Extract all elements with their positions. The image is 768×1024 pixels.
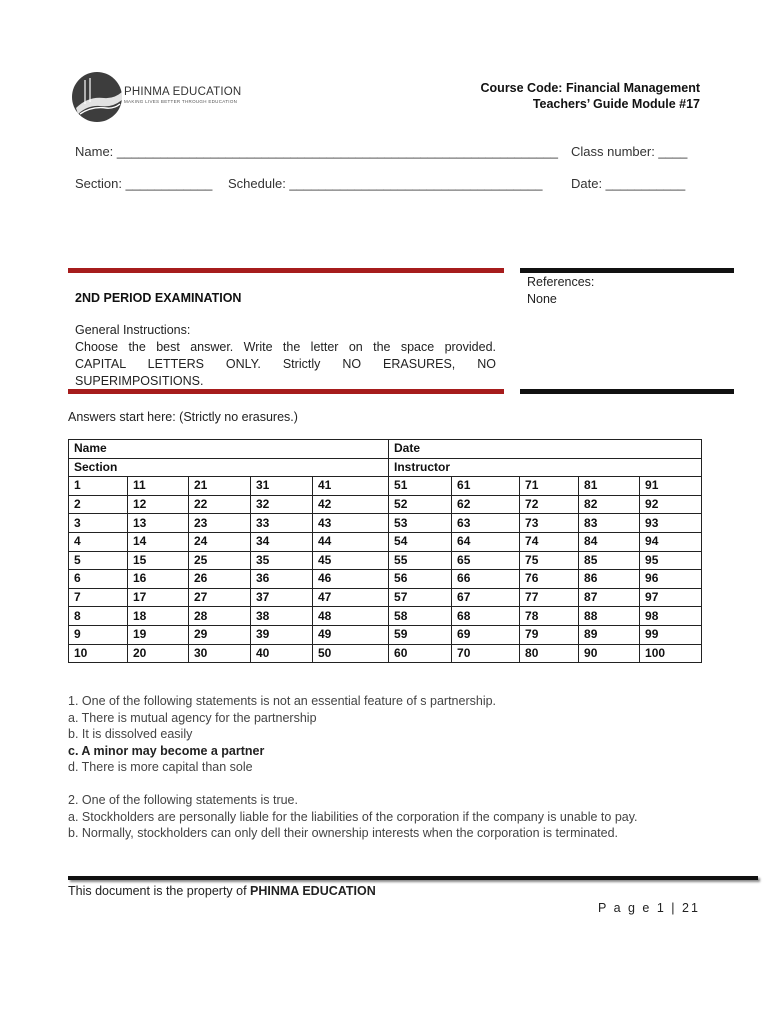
answer-cell[interactable]: 6 (69, 570, 128, 589)
question-stem: 2. One of the following statements is true. (68, 793, 298, 807)
answer-cell[interactable]: 96 (640, 570, 702, 589)
answer-cell[interactable]: 50 (313, 644, 389, 663)
option-a: a. There is mutual agency for the partnership (68, 710, 317, 725)
property-owner: PHINMA EDUCATION (250, 884, 376, 898)
answer-cell[interactable]: 36 (251, 570, 313, 589)
answer-cell[interactable]: 21 (189, 477, 251, 496)
references (527, 274, 594, 308)
references-bottom-bar (520, 389, 734, 394)
logo-tagline: MAKING LIVES BETTER THROUGH EDUCATION (124, 99, 238, 104)
answer-cell[interactable]: 100 (640, 644, 702, 663)
answer-cell[interactable]: 37 (251, 588, 313, 607)
answer-cell[interactable]: 75 (520, 551, 579, 570)
table-row (69, 458, 702, 477)
answer-cell[interactable]: 10 (69, 644, 128, 663)
section-field[interactable]: Section: ____________ (75, 176, 213, 191)
option-d: d. There is more capital than sole (68, 760, 253, 774)
answer-cell[interactable]: 82 (579, 495, 640, 514)
answer-cell[interactable]: 93 (640, 514, 702, 533)
header-course-info (481, 80, 700, 112)
footer-divider (68, 876, 758, 880)
date-field[interactable]: Date: ___________ (571, 176, 686, 191)
answer-cell[interactable]: 98 (640, 607, 702, 626)
table-row (69, 588, 702, 607)
answer-cell[interactable]: 33 (251, 514, 313, 533)
answer-cell[interactable]: 87 (579, 588, 640, 607)
references-label: References: (527, 275, 595, 289)
answer-cell[interactable]: 51 (389, 477, 452, 496)
answer-cell[interactable]: 99 (640, 625, 702, 644)
answer-cell[interactable]: 65 (452, 551, 520, 570)
answer-cell[interactable]: 83 (579, 514, 640, 533)
answer-cell[interactable]: 60 (389, 644, 452, 663)
answer-cell[interactable]: 44 (313, 532, 389, 551)
answer-cell[interactable]: 1 (69, 477, 128, 496)
instructor-cell[interactable]: Instructor (389, 458, 702, 477)
answer-cell[interactable]: 13 (128, 514, 189, 533)
answer-cell[interactable]: 5 (69, 551, 128, 570)
class-number-field[interactable]: Class number: ____ (571, 144, 688, 159)
answer-cell[interactable]: 32 (251, 495, 313, 514)
option-a: a. Stockholders are personally liable for the liabilities of the corporation if the company is unable to pay. (68, 809, 638, 824)
answer-cell[interactable]: 68 (452, 607, 520, 626)
answer-cell[interactable]: 54 (389, 532, 452, 551)
answer-cell[interactable]: 91 (640, 477, 702, 496)
answer-rows (69, 477, 702, 663)
answer-cell[interactable]: 90 (579, 644, 640, 663)
exam-title: 2ND PERIOD EXAMINATION (75, 291, 242, 305)
answer-cell[interactable]: 42 (313, 495, 389, 514)
answer-cell[interactable]: 77 (520, 588, 579, 607)
answer-cell[interactable]: 34 (251, 532, 313, 551)
course-code: Course Code: Financial Management (480, 81, 700, 95)
answer-cell[interactable]: 81 (579, 477, 640, 496)
answer-cell[interactable]: 35 (251, 551, 313, 570)
answer-cell[interactable]: 64 (452, 532, 520, 551)
answer-cell[interactable]: 27 (189, 588, 251, 607)
answer-cell[interactable]: 58 (389, 607, 452, 626)
module-title: Teachers’ Guide Module #17 (532, 97, 700, 111)
answer-cell[interactable]: 45 (313, 551, 389, 570)
table-row (69, 440, 702, 459)
answer-cell[interactable]: 11 (128, 477, 189, 496)
exam-top-bar (68, 268, 504, 273)
answer-cell[interactable]: 55 (389, 551, 452, 570)
answer-cell[interactable]: 92 (640, 495, 702, 514)
page-number: P a g e 1 | 21 (598, 901, 700, 915)
table-row (69, 477, 702, 496)
question-1 (68, 693, 718, 776)
answer-cell[interactable]: 19 (128, 625, 189, 644)
name-field[interactable]: Name: _____________________________________________________________ (75, 144, 558, 159)
answer-cell[interactable]: 4 (69, 532, 128, 551)
table-row (69, 644, 702, 663)
instructions-line: CAPITAL LETTERS ONLY. Strictly NO ERASURES, NO (75, 357, 496, 371)
answer-cell[interactable]: 79 (520, 625, 579, 644)
answer-cell[interactable]: 8 (69, 607, 128, 626)
answer-cell[interactable]: 53 (389, 514, 452, 533)
option-b: b. Normally, stockholders can only dell their ownership interests when the corporation is terminated. (68, 826, 619, 840)
option-c: c. A minor may become a partner (68, 743, 265, 758)
answer-cell[interactable]: 80 (520, 644, 579, 663)
answer-cell[interactable]: 25 (189, 551, 251, 570)
answer-cell[interactable]: 24 (189, 532, 251, 551)
table-row (69, 495, 702, 514)
table-row (69, 607, 702, 626)
answer-cell[interactable]: 43 (313, 514, 389, 533)
answer-cell[interactable]: 69 (452, 625, 520, 644)
answer-cell[interactable]: 67 (452, 588, 520, 607)
answer-cell[interactable]: 41 (313, 477, 389, 496)
answer-cell[interactable]: 14 (128, 532, 189, 551)
answer-cell[interactable]: 72 (520, 495, 579, 514)
references-value: None (527, 292, 557, 306)
answer-cell[interactable]: 70 (452, 644, 520, 663)
table-row (69, 532, 702, 551)
answer-cell[interactable]: 73 (520, 514, 579, 533)
answer-cell[interactable]: 29 (189, 625, 251, 644)
instructions-line: Choose the best answer. Write the letter on the space provided. (75, 340, 496, 354)
answer-cell[interactable]: 76 (520, 570, 579, 589)
answer-cell[interactable]: 84 (579, 532, 640, 551)
answer-cell[interactable]: 89 (579, 625, 640, 644)
option-b: b. It is dissolved easily (68, 727, 193, 741)
schedule-field[interactable]: Schedule: ___________________________________ (228, 176, 543, 191)
phinma-logo-icon (70, 70, 126, 126)
answer-cell[interactable]: 12 (128, 495, 189, 514)
answer-cell[interactable]: 40 (251, 644, 313, 663)
answer-cell[interactable]: 66 (452, 570, 520, 589)
answer-cell[interactable]: 7 (69, 588, 128, 607)
answer-cell[interactable]: 97 (640, 588, 702, 607)
answer-cell[interactable]: 38 (251, 607, 313, 626)
answer-cell[interactable]: 18 (128, 607, 189, 626)
references-top-bar (520, 268, 734, 273)
answer-cell[interactable]: 2 (69, 495, 128, 514)
question-2 (68, 792, 718, 842)
answers-note: Answers start here: (Strictly no erasures.) (68, 410, 298, 424)
instructions-heading: General Instructions: (75, 323, 191, 337)
answer-cell[interactable]: 15 (128, 551, 189, 570)
answer-cell[interactable]: 3 (69, 514, 128, 533)
answer-cell[interactable]: 86 (579, 570, 640, 589)
answer-sheet-table (68, 439, 702, 663)
table-row (69, 551, 702, 570)
answer-cell[interactable]: 94 (640, 532, 702, 551)
table-row (69, 514, 702, 533)
name-cell[interactable]: Name (69, 440, 389, 459)
answer-cell[interactable]: 88 (579, 607, 640, 626)
answer-cell[interactable]: 85 (579, 551, 640, 570)
answer-cell[interactable]: 78 (520, 607, 579, 626)
answer-cell[interactable]: 59 (389, 625, 452, 644)
answer-cell[interactable]: 28 (189, 607, 251, 626)
answer-cell[interactable]: 31 (251, 477, 313, 496)
footer-property (68, 884, 376, 898)
table-row (69, 625, 702, 644)
answer-cell[interactable]: 30 (189, 644, 251, 663)
property-prefix: This document is the property of (68, 884, 251, 898)
answer-cell[interactable]: 52 (389, 495, 452, 514)
answer-cell[interactable]: 20 (128, 644, 189, 663)
answer-cell[interactable]: 9 (69, 625, 128, 644)
logo-name: PHINMA EDUCATION (124, 86, 242, 98)
answer-cell[interactable]: 57 (389, 588, 452, 607)
answer-cell[interactable]: 46 (313, 570, 389, 589)
answer-cell[interactable]: 26 (189, 570, 251, 589)
answer-cell[interactable]: 47 (313, 588, 389, 607)
question-stem: 1. One of the following statements is not an essential feature of s partnership. (68, 694, 497, 708)
answer-cell[interactable]: 23 (189, 514, 251, 533)
answer-cell[interactable]: 49 (313, 625, 389, 644)
answer-cell[interactable]: 16 (128, 570, 189, 589)
answer-cell[interactable]: 71 (520, 477, 579, 496)
answer-cell[interactable]: 22 (189, 495, 251, 514)
answer-cell[interactable]: 48 (313, 607, 389, 626)
answer-cell[interactable]: 74 (520, 532, 579, 551)
answer-cell[interactable]: 61 (452, 477, 520, 496)
table-row (69, 570, 702, 589)
answer-cell[interactable]: 95 (640, 551, 702, 570)
instructions-line: SUPERIMPOSITIONS. (75, 374, 204, 388)
answer-cell[interactable]: 62 (452, 495, 520, 514)
general-instructions (75, 322, 496, 390)
answer-cell[interactable]: 17 (128, 588, 189, 607)
answer-cell[interactable]: 56 (389, 570, 452, 589)
date-cell[interactable]: Date (389, 440, 702, 459)
section-cell[interactable]: Section (69, 458, 389, 477)
answer-cell[interactable]: 39 (251, 625, 313, 644)
answer-cell[interactable]: 63 (452, 514, 520, 533)
